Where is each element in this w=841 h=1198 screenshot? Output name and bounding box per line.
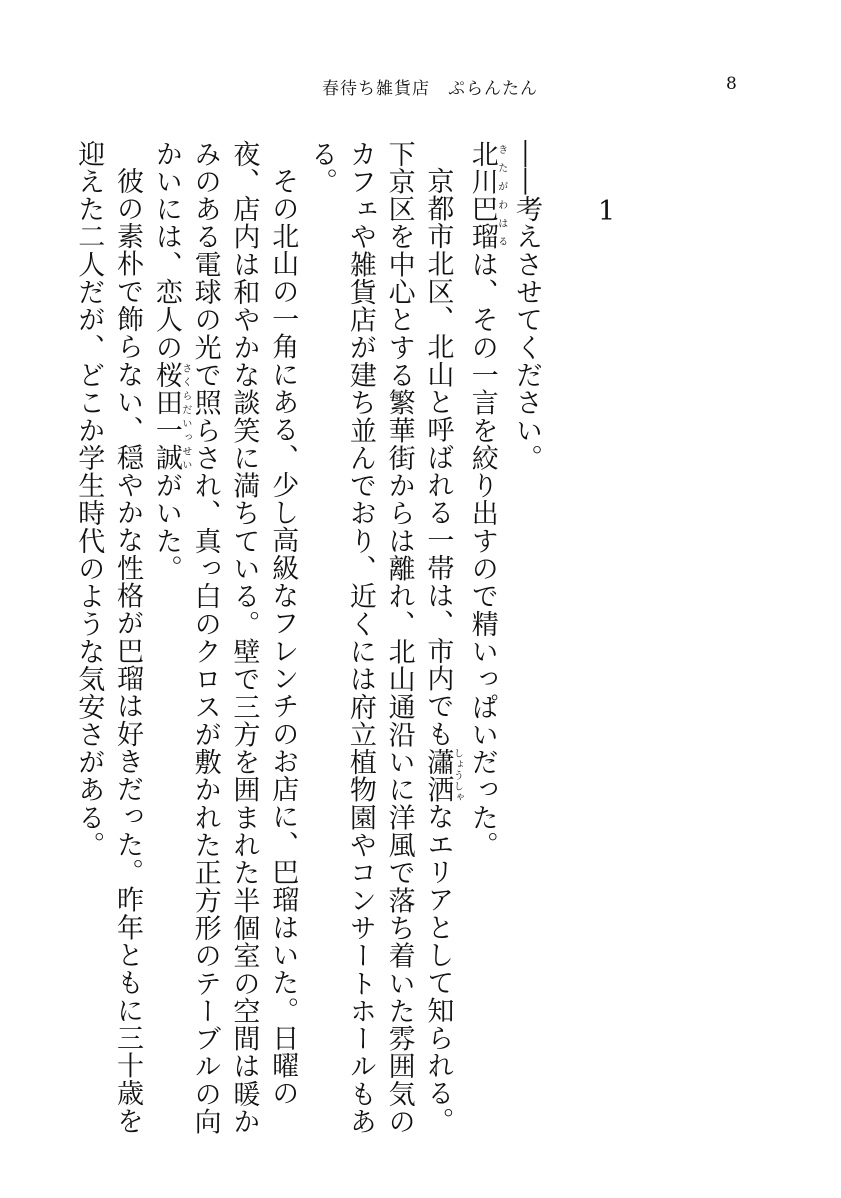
page-number: 8 (726, 74, 737, 94)
ruby-reading: さくらだいっせい (179, 361, 191, 472)
paragraph-personality: 彼の素朴で飾らない、穏やかな性格が巴瑠は好きだった。昨年ともに三十歳を迎えた二人だが、どこか学生時代のような気安さがある。 (73, 140, 144, 1135)
ruby-reading: しょうしゃ (451, 747, 463, 803)
name-ruby-sakurada-issei: 桜田一誠さくらだいっせい (150, 361, 191, 472)
paragraph-restaurant: その北山の一角にある、少し高級なフレンチのお店に、巴瑠はいた。日曜の夜、店内は和やかな談笑に満ちている。壁で三方を囲まれた半個室の空間は暖かみのある電球の光で照らされ、真っ白のクロスが敷かれた正方形のテーブルの向かいには、恋人の桜田一誠さくらだいっせいがいた。 (150, 140, 299, 1136)
running-header-title: 春待ち雑貨店 ぷらんたん (322, 79, 538, 99)
name-ruby-kitagawa-haru: 北川巴瑠きたがわはる (466, 140, 507, 251)
paragraph-kitayama-area: 京都市北区、北山と呼ばれる一帯は、市内でも瀟洒しょうしゃなエリアとして知られる。下京区を中心とする繁華街からは離れ、北山通沿いに洋風で落ち着いた雰囲気のカフェや雑貨店が建ち並んでおり、近くには府立植物園やコンサートホールもある。 (306, 140, 463, 1136)
ruby-shosha: 瀟洒しょうしゃ (422, 747, 463, 803)
paragraph-name-intro: 北川巴瑠きたがわはるは、その一言を絞り出すので精いっぱいだった。 (466, 140, 507, 859)
paragraph-dialogue: ――考えさせてください。 (511, 140, 542, 472)
ruby-reading: きたがわはる (495, 140, 507, 251)
chapter-number: 1 (598, 196, 616, 227)
body-text (68, 140, 545, 1150)
